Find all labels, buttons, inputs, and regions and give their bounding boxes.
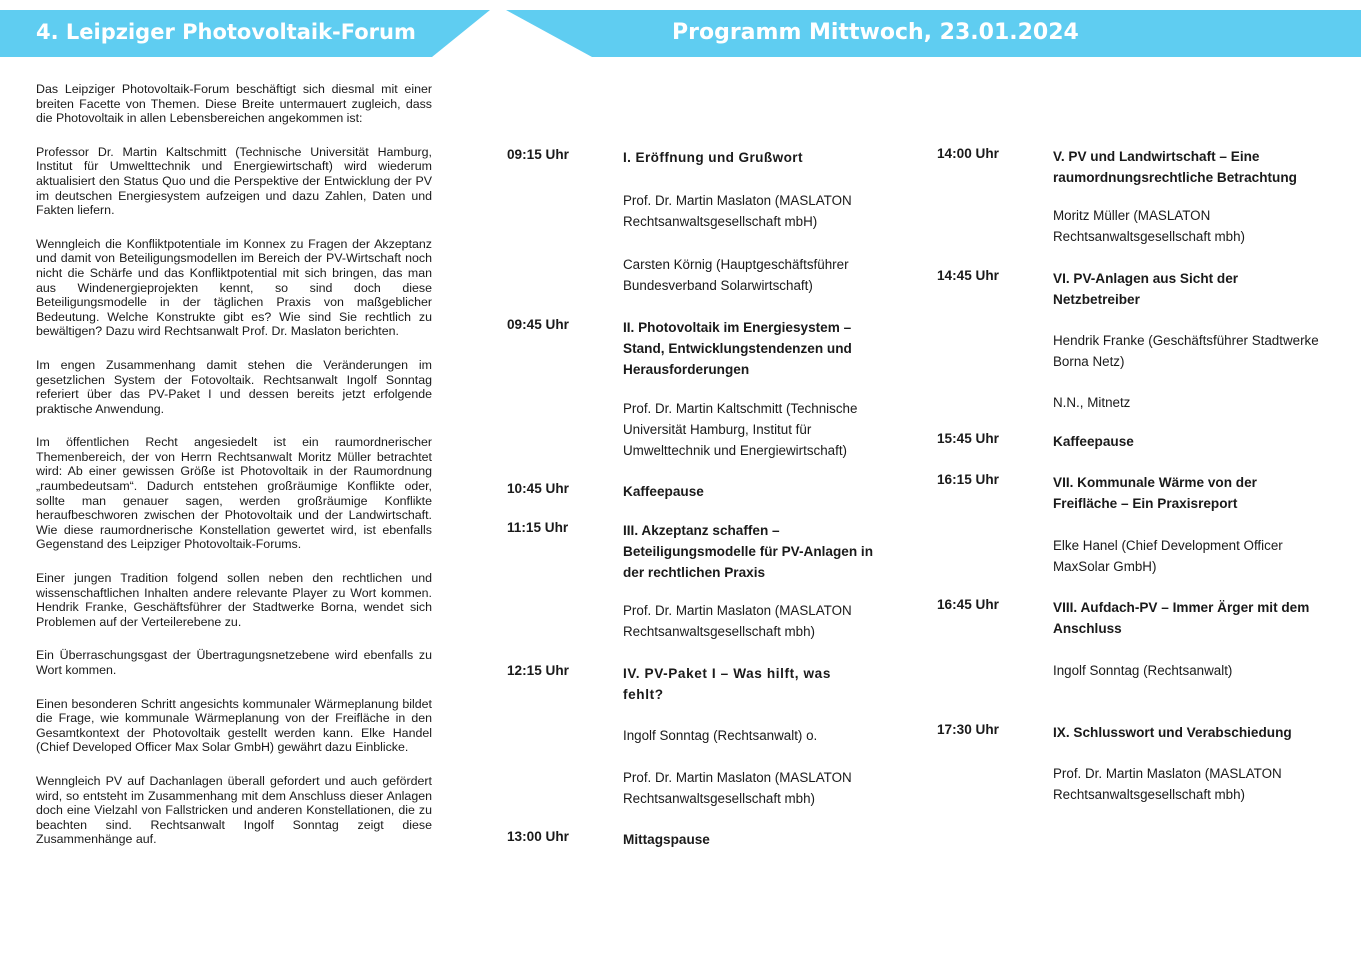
- session-title: I. Eröffnung und Grußwort: [623, 150, 803, 165]
- session-time: 10:45 Uhr: [507, 481, 569, 496]
- session-speaker: Prof. Dr. Martin Maslaton (MASLATON Rechtsanwaltsgesellschaft mbh): [623, 603, 852, 639]
- session-speaker: Prof. Dr. Martin Maslaton (MASLATON Rechtsanwaltsgesellschaft mbH): [623, 193, 852, 229]
- session-time: 13:00 Uhr: [507, 829, 569, 844]
- session-time: 14:45 Uhr: [937, 268, 999, 283]
- session-speaker: Prof. Dr. Martin Maslaton (MASLATON Rechtsanwaltsgesellschaft mbh): [1053, 766, 1282, 802]
- session-title: Kaffeepause: [623, 484, 704, 499]
- intro-paragraph: Im öffentlichen Recht angesiedelt ist ein raumordnerischer Themenbereich, der von Herrn Rechtsanwalt Moritz Müller betrachtet wird: Ab einer gewissen Größe ist Photovoltaik in der Raumordnung „raumbedeutsam“. Dadurch entstehen großräumige Konflikte oder, sollte man genauer sagen, werden großräumige Konflikte heraufbeschworen zwischen der Photovoltaik und der Landwirtschaft. Wie diese raumordnerische Konstellation gewertet wird, ist ebenfalls Gegenstand des Leipziger Photovoltaik-Forums.: [36, 435, 432, 552]
- left-header-title: 4. Leipziger Photovoltaik-Forum: [36, 20, 416, 44]
- right-header-title: Programm Mittwoch, 23.01.2024: [672, 20, 1079, 45]
- session-title: VII. Kommunale Wärme von der Freifläche – Ein Praxisreport: [1053, 475, 1257, 511]
- session-time: 09:45 Uhr: [507, 317, 569, 332]
- session-title: III. Akzeptanz schaffen – Beteiligungsmodelle für PV-Anlagen in der rechtlichen Praxis: [623, 523, 874, 580]
- session-title: VI. PV-Anlagen aus Sicht der Netzbetreiber: [1053, 271, 1239, 307]
- session-speaker: N.N., Mitnetz: [1053, 395, 1131, 410]
- intro-paragraph: Professor Dr. Martin Kaltschmitt (Technische Universität Hamburg, Institut für Umwelttechnik und Energiewirtschaft) wird wiederum aktualisiert den Status Quo und die Perspektive der Entwicklung der PV im deutschen Energiesystem aufzeigen und dazu Zahlen, Daten und Fakten liefern.: [36, 144, 432, 218]
- intro-paragraph: Einen besonderen Schritt angesichts kommunaler Wärmeplanung bildet die Frage, wie kommunale Wärmeplanung von der Freifläche in den Gesamtkontext der Photovoltaik gestellt werden kann. Elke Handel (Chief Developed Officer Max Solar GmbH) gewährt dazu Einblicke.: [36, 696, 432, 755]
- session-title: VIII. Aufdach-PV – Immer Ärger mit dem Anschluss: [1053, 600, 1310, 636]
- session-time: 09:15 Uhr: [507, 147, 569, 162]
- intro-paragraph: Das Leipziger Photovoltaik-Forum beschäftigt sich diesmal mit einer breiten Facette von Themen. Diese Breite untermauert zugleich, dass die Photovoltaik in allen Lebensbereichen angekommen ist:: [36, 82, 432, 126]
- session-time: 12:15 Uhr: [507, 663, 569, 678]
- session-speaker: Prof. Dr. Martin Maslaton (MASLATON Rechtsanwaltsgesellschaft mbh): [623, 770, 852, 806]
- session-title: IV. PV-Paket I – Was hilft, was fehlt?: [623, 666, 831, 702]
- intro-paragraph: Im engen Zusammenhang damit stehen die Veränderungen im gesetzlichen System der Fotovoltaik. Rechtsanwalt Ingolf Sonntag referiert über das PV-Paket I und dessen bereits jetzt erfolgende praktische Anwendung.: [36, 357, 432, 416]
- header-banner: [0, 0, 1361, 90]
- session-title: IX. Schlusswort und Verabschiedung: [1053, 725, 1292, 740]
- session-time: 16:45 Uhr: [937, 597, 999, 612]
- session-speaker: Prof. Dr. Martin Kaltschmitt (Technische Universität Hamburg, Institut für Umwelttechnik und Energiewirtschaft): [623, 401, 858, 458]
- session-title: Mittagspause: [623, 832, 710, 847]
- session-time: 14:00 Uhr: [937, 146, 999, 161]
- intro-paragraph: Ein Überraschungsgast der Übertragungsnetzebene wird ebenfalls zu Wort kommen.: [36, 648, 432, 677]
- session-speaker: Moritz Müller (MASLATON Rechtsanwaltsgesellschaft mbh): [1053, 208, 1246, 244]
- session-time: 15:45 Uhr: [937, 431, 999, 446]
- intro-paragraph: Wenngleich PV auf Dachanlagen überall gefordert und auch gefördert wird, so entsteht im Zusammenhang mit dem Anschluss dieser Anlagen doch eine Vielzahl von Fallstricken und anderen Konstellationen, die zu beachten sind. Rechtsanwalt Ingolf Sonntag zeigt diese Zusammenhänge auf.: [36, 773, 432, 847]
- intro-text: [36, 82, 432, 866]
- intro-paragraph: Einer jungen Tradition folgend sollen neben den rechtlichen und wissenschaftlichen Inhalten andere relevante Player zu Wort kommen. Hendrik Franke, Geschäftsführer der Stadtwerke Borna, wendet sich Problemen auf der Verteilerebene zu.: [36, 571, 432, 629]
- intro-paragraph: Wenngleich die Konfliktpotentiale im Konnex zu Fragen der Akzeptanz und damit von Beteiligungsmodellen im Bereich der PV-Wirtschaft noch nicht die Schärfe und das Konfliktpotential mit sich bringen, das man aus Windenergieprojekten kennt, so sind doch diese Beteiligungsmodelle in der täglichen Praxis von maßgeblicher Bedeutung. Welche Konstrukte gibt es? Wie sind Sie rechtlich zu bewältigen? Dazu wird Rechtsanwalt Prof. Dr. Maslaton berichten.: [36, 236, 432, 339]
- session-speaker: Elke Hanel (Chief Development Officer MaxSolar GmbH): [1053, 538, 1283, 574]
- session-time: 11:15 Uhr: [507, 520, 569, 535]
- session-title: Kaffeepause: [1053, 434, 1134, 449]
- session-time: 16:15 Uhr: [937, 472, 999, 487]
- session-title: II. Photovoltaik im Energiesystem – Stand, Entwicklungstendenzen und Herausforderungen: [623, 320, 852, 377]
- session-speaker: Carsten Körnig (Hauptgeschäftsführer Bundesverband Solarwirtschaft): [623, 257, 849, 293]
- session-speaker: Ingolf Sonntag (Rechtsanwalt) o.: [623, 728, 818, 743]
- session-speaker: Hendrik Franke (Geschäftsführer Stadtwerke Borna Netz): [1053, 333, 1319, 369]
- session-title: V. PV und Landwirtschaft – Eine raumordnungsrechtliche Betrachtung: [1053, 149, 1297, 185]
- session-speaker: Ingolf Sonntag (Rechtsanwalt): [1053, 663, 1233, 678]
- session-time: 17:30 Uhr: [937, 722, 999, 737]
